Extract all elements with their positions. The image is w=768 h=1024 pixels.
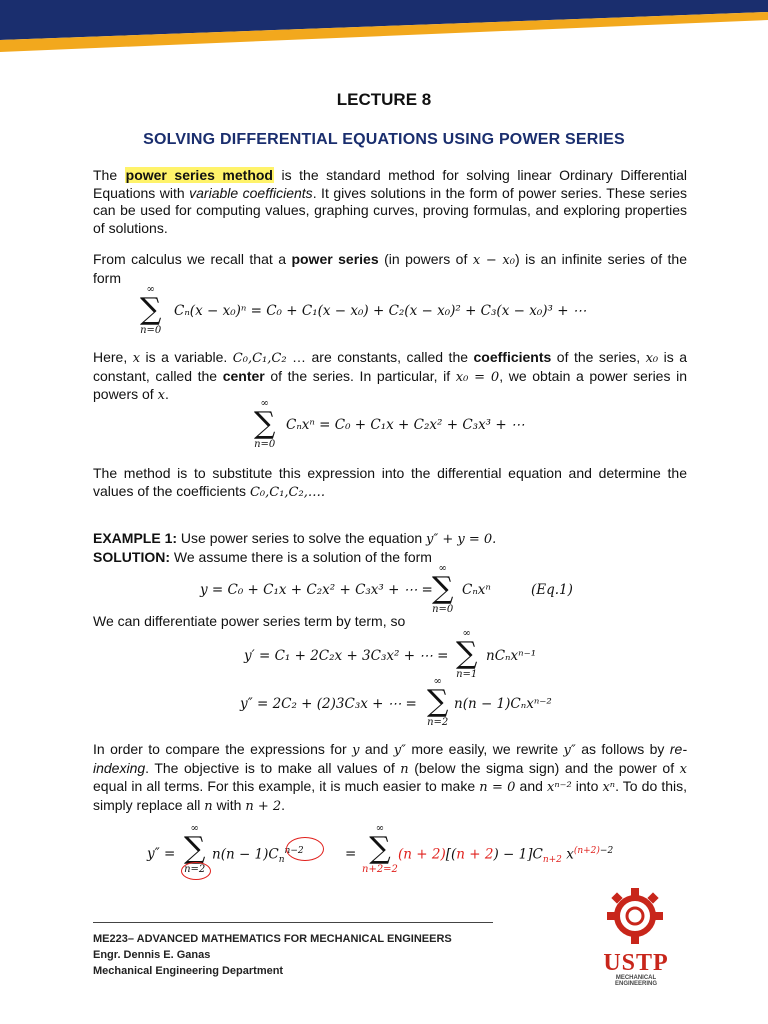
sigma-yp: ∞ ∑ n=1 — [456, 628, 478, 680]
header-banner — [0, 0, 768, 60]
equation-ypp-rhs: n(n − 1)Cₙxⁿ⁻² — [454, 696, 552, 712]
intro-paragraph: The power series method is the standard method for solving linear Ordinary Differential Equations with variable coefficients. It gives solutions in the form of power series. These series can be used for computing values, graphing curves, proving formulas, and exploring properties of solutions. — [93, 167, 688, 236]
equation-power-series: Cₙ(x − x₀)ⁿ = C₀ + C₁(x − x₀) + C₂(x − x₀)² + C₃(x − x₀)³ + ⋯ — [174, 303, 587, 319]
footer-divider — [93, 922, 493, 923]
sigma-reindex-lhs: ∞ ∑ n=2 — [184, 823, 206, 875]
equation-yp-rhs: nCₙxⁿ⁻¹ — [486, 648, 537, 664]
power-series-paragraph: From calculus we recall that a power series (in powers of x − x₀) is an infinite series of the form — [93, 251, 687, 286]
footer-course: ME223– ADVANCED MATHEMATICS FOR MECHANICAL ENGINEERS — [93, 933, 452, 945]
sigma-reindex-rhs: ∞ ∑ n+2=2 — [362, 823, 398, 875]
coefficients-paragraph: Here, x is a variable. C₀,C₁,C₂ … are constants, called the coefficients of the series, x₀ is a constant, called the center of the series. In particular, if x₀ = 0, we obtain a power series in powers of x. — [93, 349, 687, 403]
equation-tag: (Eq.1) — [531, 582, 573, 598]
equation-y: y = C₀ + C₁x + C₂x² + C₃x³ + ⋯ = — [200, 582, 433, 598]
sigma-ypp: ∞ ∑ n=2 — [427, 676, 449, 728]
equation-y-prime: y′ = C₁ + 2C₂x + 3C₃x² + ⋯ = — [244, 648, 449, 664]
logo-text: USTP — [603, 950, 669, 976]
footer-department: Mechanical Engineering Department — [93, 965, 284, 977]
equation-y-double-prime: y″ = 2C₂ + (2)3C₃x + ⋯ = — [240, 696, 417, 712]
reindex-rhs: $(n + 2)[(n + 2) - 1]C_{n+2}$ $x^{(n+2)-2}$ — [398, 846, 614, 866]
differentiate-text: We can differentiate power series term by term, so — [93, 613, 406, 629]
gear-icon — [600, 884, 670, 948]
page-title: SOLVING DIFFERENTIAL EQUATIONS USING POWER SERIES — [143, 131, 625, 148]
reindex-lhs: y″ = — [147, 846, 176, 862]
highlighted-term: power series method — [125, 167, 273, 183]
circle-annotation-index — [181, 862, 211, 880]
reindex-equals: = — [345, 846, 357, 862]
equation-power-series-origin: Cₙxⁿ = C₀ + C₁x + C₂x² + C₃x³ + ⋯ — [286, 417, 525, 433]
lecture-title: LECTURE 8 — [336, 90, 432, 109]
reindex-paragraph: In order to compare the expressions for y and y″ more easily, we rewrite y″ as follows by re-indexing. The objective is to make all values of n (below the sigma sign) and the power of x equal in all terms. For this example, it is much easier to make n = 0 and xⁿ⁻² into xⁿ. To do this, simply replace all n with n + 2. — [93, 741, 688, 814]
method-paragraph: The method is to substitute this expression into the differential equation and determine the values of the coefficients C₀,C₁,C₂,…. — [93, 465, 687, 500]
sigma-y: ∞ ∑ n=0 — [432, 563, 454, 615]
circle-annotation-exponent — [286, 837, 324, 861]
example-heading: EXAMPLE 1: Use power series to solve the equation y″ + y = 0. SOLUTION: We assume there is a solution of the form — [93, 530, 497, 565]
logo-subtitle: MECHANICAL ENGINEERING — [614, 975, 657, 987]
sigma-eq1: ∞ ∑ n=0 — [140, 284, 162, 336]
sigma-eq2: ∞ ∑ n=0 — [254, 398, 276, 450]
reindex-lhs-body: $n(n - 1)C_n^{n-2}$ — [212, 846, 304, 866]
footer-instructor: Engr. Dennis E. Ganas — [93, 949, 211, 961]
equation-y-rhs: Cₙxⁿ — [462, 582, 491, 598]
